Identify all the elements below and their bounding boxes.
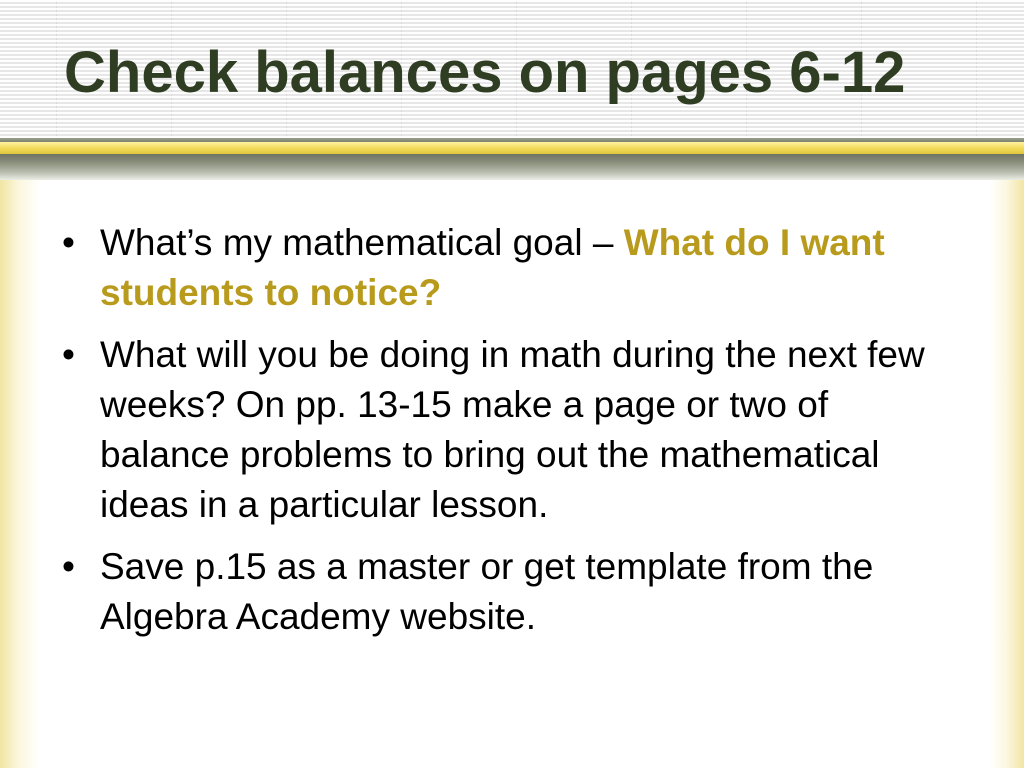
bullet-text: What’s my mathematical goal – [100, 222, 624, 263]
bullet-list [62, 218, 962, 654]
bullet-text: Save p.15 as a master or get template from the Algebra Academy website. [100, 546, 874, 637]
bullet-highlight: What do I want students to notice? [100, 222, 885, 313]
bullet-text: What will you be doing in math during the next few weeks? On pp. 13-15 make a page or two of balance problems to bring out the mathematical ideas in a particular lesson. [100, 334, 925, 525]
bullet-marker: • [62, 546, 75, 587]
header-divider-shadow [0, 154, 1024, 180]
bullet-item [62, 542, 962, 642]
bullet-item [62, 218, 962, 318]
header-divider-accent [0, 142, 1024, 154]
slide-title: Check balances on pages 6-12 [64, 40, 906, 105]
bullet-marker: • [62, 334, 75, 375]
bullet-item [62, 330, 962, 530]
bullet-marker: • [62, 222, 75, 263]
